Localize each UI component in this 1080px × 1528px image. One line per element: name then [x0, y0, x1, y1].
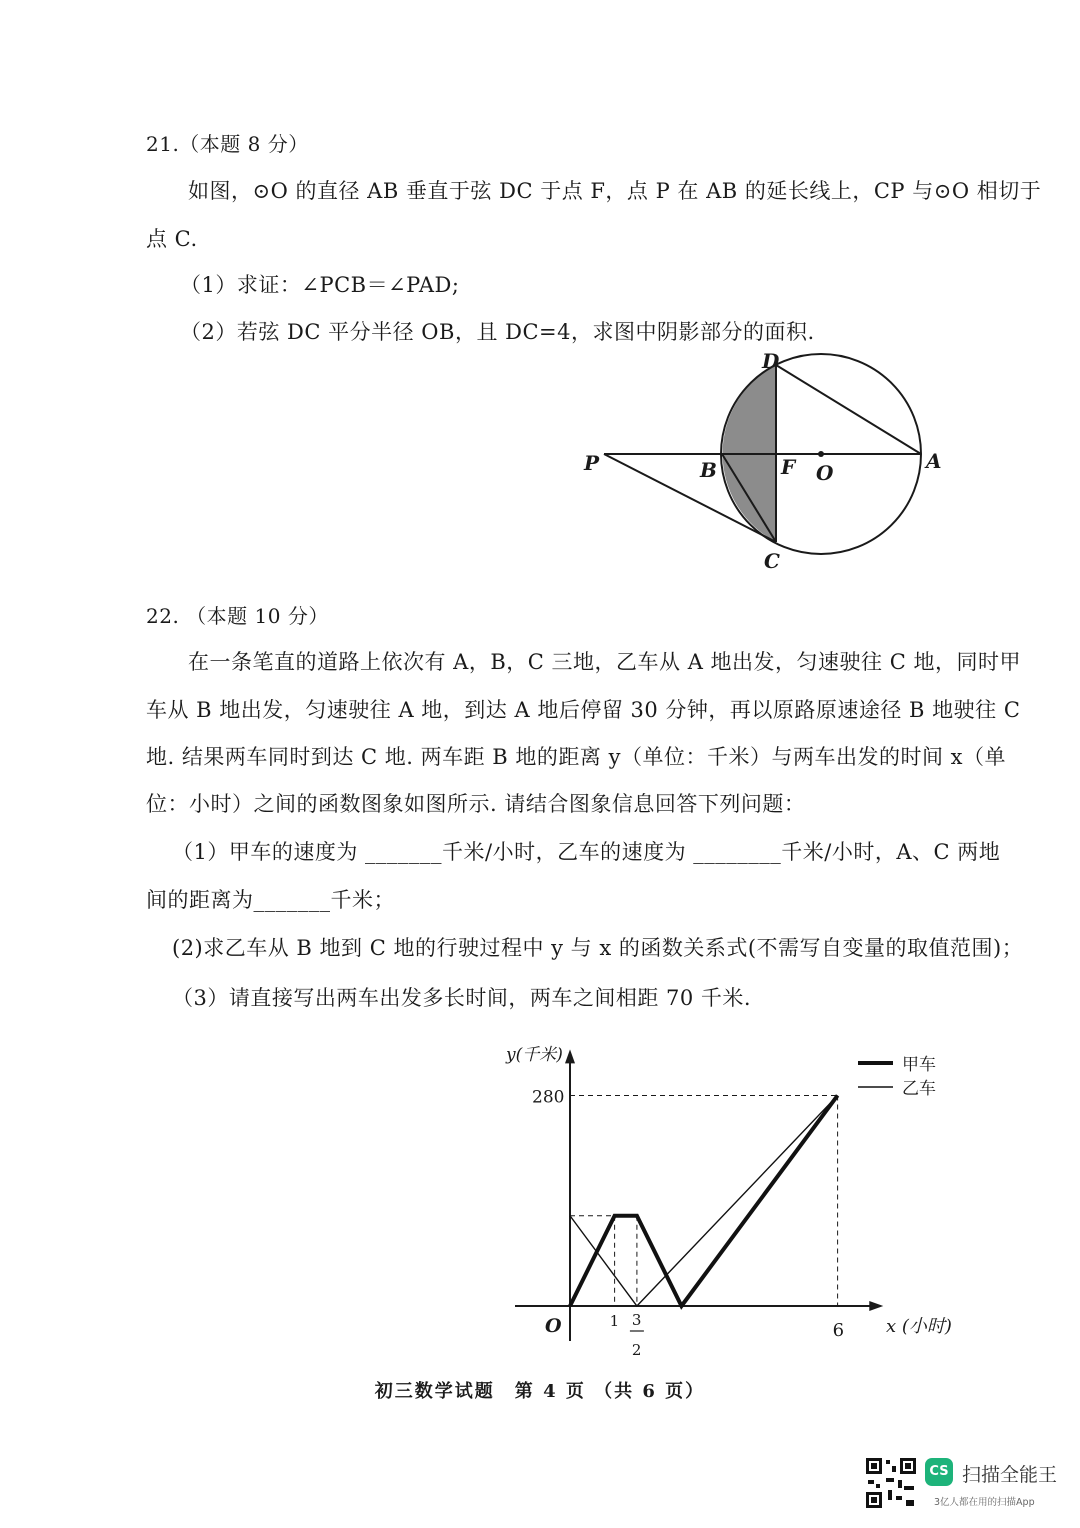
y-tick-280: 280: [532, 1087, 565, 1108]
x-tick-frac-num: 3: [631, 1311, 642, 1329]
x-tick-frac-den: 2: [631, 1341, 642, 1359]
label-f: F: [781, 455, 796, 479]
watermark-tagline: 3亿人都在用的扫描App: [934, 1497, 1035, 1508]
qr-code-icon: [864, 1456, 918, 1510]
q21-part1: （1）求证：∠PCB＝∠PAD;: [180, 273, 460, 297]
x-axis-label: x (小时): [886, 1316, 952, 1337]
page-footer: 初三数学试题 第 4 页 （共 6 页）: [374, 1381, 706, 1402]
q22-heading: 22. （本题 10 分）: [146, 604, 329, 628]
q21-stem-line1: 如图，⊙O 的直径 AB 垂直于弦 DC 于点 F，点 P 在 AB 的延长线上，CP 与⊙O 相切于: [188, 179, 1042, 203]
q22-stem-line2: 车从 B 地出发，匀速驶往 A 地，到达 A 地后停留 30 分钟，再以原路原速途径 B 地驶往 C: [146, 698, 1021, 722]
y-axis-arrow: [565, 1049, 575, 1063]
center-dot: [818, 451, 824, 457]
x-tick-6: 6: [832, 1320, 845, 1341]
label-o: O: [816, 461, 834, 485]
series-jia-line: [570, 1095, 838, 1306]
q22-distance-time-chart: [490, 1030, 970, 1370]
legend-label-jia: 甲车: [902, 1055, 936, 1075]
x-tick-1: 1: [609, 1312, 620, 1330]
y-axis-label: y(千米): [506, 1045, 563, 1065]
origin-label: O: [545, 1315, 562, 1337]
q22-part2: (2)求乙车从 B 地到 C 地的行驶过程中 y 与 x 的函数关系式(不需写自变量的取值范围)；: [172, 936, 1024, 960]
q21-stem-line2: 点 C.: [146, 227, 198, 251]
q21-heading: 21.（本题 8 分）: [146, 132, 309, 156]
label-b: B: [700, 458, 717, 482]
legend-label-yi: 乙车: [902, 1079, 936, 1099]
segment-da: [776, 365, 921, 454]
camscanner-logo-icon: CS: [925, 1458, 953, 1486]
label-c: C: [764, 549, 780, 573]
label-p: P: [584, 451, 600, 475]
label-a: A: [926, 449, 942, 473]
q22-stem-line3: 地. 结果两车同时到达 C 地. 两车距 B 地的距离 y（单位：千米）与两车出发的时间 x（单: [146, 745, 1006, 769]
watermark-brand: 扫描全能王: [962, 1464, 1058, 1486]
label-d: D: [762, 349, 780, 373]
q21-part2: （2）若弦 DC 平分半径 OB，且 DC=4，求图中阴影部分的面积.: [180, 320, 815, 344]
q22-part1-line1: （1）甲车的速度为 _______千米/小时，乙车的速度为 ________千米/小时，A、C 两地: [172, 840, 1001, 864]
q22-part3: （3）请直接写出两车出发多长时间，两车之间相距 70 千米.: [172, 986, 752, 1010]
q22-stem-line1: 在一条笔直的道路上依次有 A，B，C 三地，乙车从 A 地出发，匀速驶往 C 地，同时甲: [188, 650, 1021, 674]
q21-circle-figure: [570, 340, 960, 580]
x-axis-arrow: [869, 1301, 883, 1311]
q22-stem-line4: 位：小时）之间的函数图象如图所示. 请结合图象信息回答下列问题：: [146, 792, 806, 816]
q22-part1-line2: 间的距离为_______千米；: [146, 888, 395, 912]
